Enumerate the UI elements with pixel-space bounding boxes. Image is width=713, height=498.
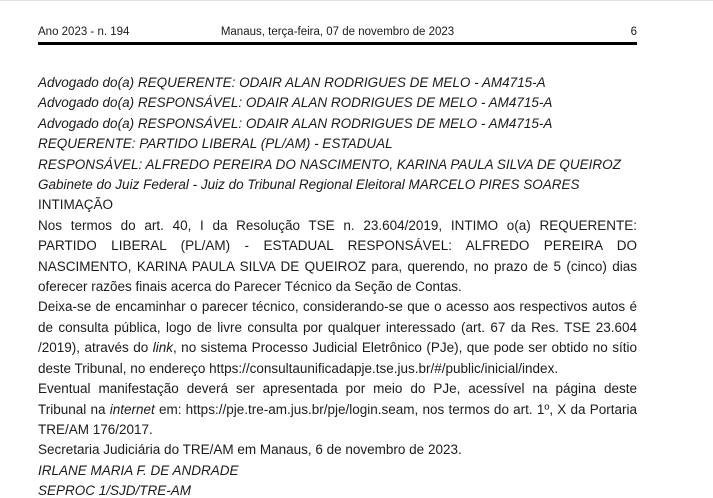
intimacao-paragraph-line-4: oferecer razões finais acerca do Parecer Técnico da Seção de Contas. (38, 279, 462, 295)
screenshot-top-edge (0, 0, 713, 1)
requerente-line: REQUERENTE: PARTIDO LIBERAL (PL/AM) - ESTADUAL (38, 136, 393, 152)
page-number: 6 (630, 26, 637, 38)
parecer-paragraph-line-3 (38, 338, 637, 358)
manifestacao-line-2-text: Tribunal na (38, 401, 110, 417)
signature-name-line: IRLANE MARIA F. DE ANDRADE (38, 462, 239, 478)
manifestacao-paragraph-line-2 (38, 400, 637, 420)
advogado-responsavel-line-1: Advogado do(a) RESPONSÁVEL: ODAIR ALAN RODRIGUES DE MELO - AM4715-A (38, 95, 553, 111)
secretaria-line: Secretaria Judiciária do TRE/AM em Manaus, 6 de novembro de 2023. (38, 442, 462, 458)
gabinete-line: Gabinete do Juiz Federal - Juiz do Tribunal Regional Eleitoral MARCELO PIRES SOARES (38, 177, 580, 193)
parecer-paragraph-line-4-pje-url: deste Tribunal, no endereço https://consultaunificadapje.tse.jus.br/#/public/inicial/index. (38, 360, 559, 376)
parecer-paragraph-line-2: de consulta pública, logo de livre consulta por qualquer interessado (art. 67 da Res. TSE 23.604 (38, 319, 637, 335)
edition-label: Ano 2023 - n. 194 (38, 26, 130, 38)
manifestacao-paragraph-line-1: Eventual manifestação deverá ser apresentada por meio do PJe, acessível na página deste (38, 381, 637, 397)
manifestacao-line-2-text-after: em: https://pje.tre-am.jus.br/pje/login.seam, nos termos do art. 1º, X da Portaria (154, 401, 637, 417)
manifestacao-paragraph-line-3: TRE/AM 176/2017. (38, 421, 153, 437)
document-body (38, 73, 637, 498)
link-word-italic: link (152, 340, 173, 356)
signature-unit-line: SEPROC 1/SJD/TRE-AM (38, 483, 192, 498)
diario-oficial-page (38, 26, 637, 498)
responsavel-line: RESPONSÁVEL: ALFREDO PEREIRA DO NASCIMENTO, KARINA PAULA SILVA DE QUEIROZ (38, 156, 621, 172)
header-rule (38, 42, 637, 45)
page-header (38, 26, 637, 39)
section-title-intimacao: INTIMAÇÃO (38, 197, 114, 213)
intimacao-paragraph-line-3: NASCIMENTO, KARINA PAULA SILVA DE QUEIROZ para, querendo, no prazo de 5 (cinco) dias (38, 258, 637, 274)
advogado-requerente-line: Advogado do(a) REQUERENTE: ODAIR ALAN RODRIGUES DE MELO - AM4715-A (38, 75, 546, 90)
parecer-paragraph-line-1: Deixa-se de encaminhar o parecer técnico, considerando-se que o acesso aos respectivos autos é (38, 299, 637, 315)
parecer-line-3-text: /2019), através do (38, 340, 153, 356)
parecer-line-3-text-after: , no sistema Processo Judicial Eletrônico (PJe), que pode ser obtido no sítio (172, 340, 637, 356)
intimacao-paragraph-line-1: Nos termos do art. 40, I da Resolução TSE n. 23.604/2019, INTIMO o(a) REQUERENTE: (38, 217, 637, 233)
advogado-responsavel-line-2: Advogado do(a) RESPONSÁVEL: ODAIR ALAN RODRIGUES DE MELO - AM4715-A (38, 115, 553, 131)
internet-word-italic: internet (109, 401, 155, 417)
place-date-label: Manaus, terça-feira, 07 de novembro de 2023 (220, 26, 455, 38)
intimacao-paragraph-line-2: PARTIDO LIBERAL (PL/AM) - ESTADUAL RESPONSÁVEL: ALFREDO PEREIRA DO (38, 238, 637, 254)
